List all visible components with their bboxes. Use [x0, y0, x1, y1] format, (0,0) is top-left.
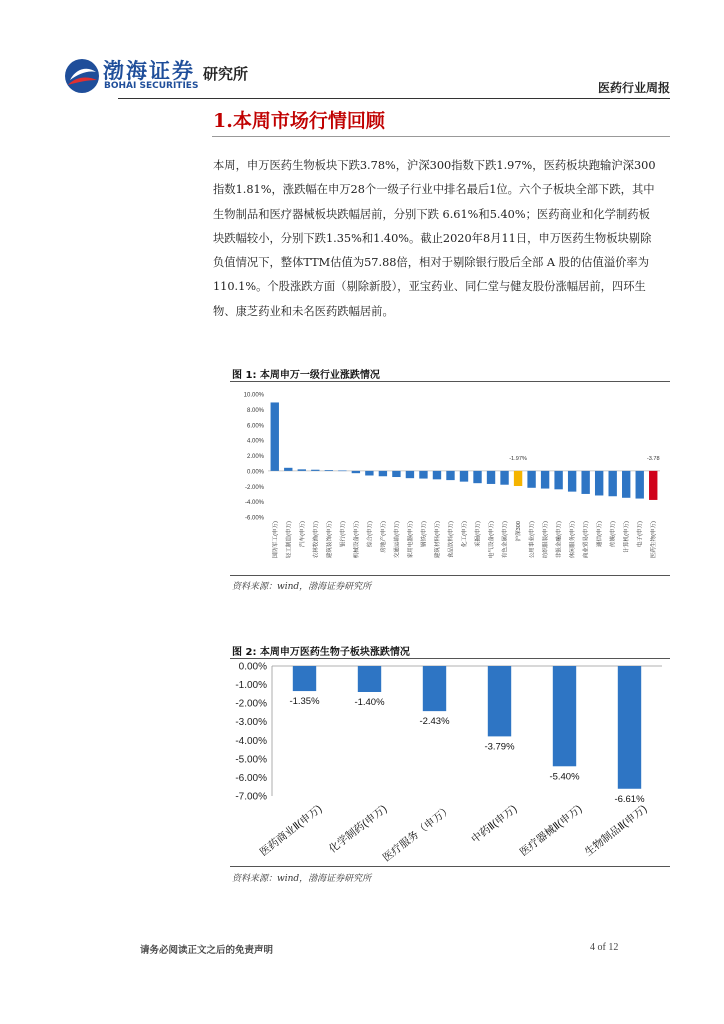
- chart1-bar: [473, 471, 481, 483]
- chart1-bar: [392, 471, 400, 477]
- bohai-logo-icon: [64, 58, 100, 94]
- chart2-data-label: -6.61%: [614, 793, 645, 805]
- chart1-category-label: 电气设备(申万): [489, 521, 496, 559]
- chart2-data-label: -1.40%: [354, 697, 385, 708]
- chart1-bar: [406, 471, 414, 478]
- chart1-bar: [554, 471, 562, 489]
- chart1-category-label: 机械设备(申万): [353, 521, 360, 559]
- chart1-ytick-label: -4.00%: [244, 500, 264, 507]
- header-divider: [118, 98, 670, 99]
- chart1-ytick-label: 0.00%: [246, 469, 264, 476]
- chart1-bar: [419, 471, 427, 479]
- chart1-bar: [325, 470, 333, 471]
- chart2-category-label: 医疗服务（申万）: [380, 802, 455, 865]
- chart1-category-label: 休闲服务(申万): [570, 521, 577, 559]
- chart1-category-label: 有色金属(申万): [502, 521, 509, 559]
- chart2-category-label: 医疗器械Ⅱ(申万): [517, 802, 585, 859]
- chart2-ytick-label: 0.00%: [238, 661, 267, 673]
- chart2-ytick-label: -2.00%: [235, 698, 267, 710]
- chart2-ytick-label: -7.00%: [235, 791, 267, 803]
- chart1-category-label: 银行(申万): [340, 521, 347, 548]
- chart1-ytick-label: -2.00%: [244, 484, 264, 491]
- chart1-bar: [568, 471, 576, 492]
- figure1-source: 资料来源：wind，渤海证券研究所: [232, 582, 372, 592]
- chart1-bar: [433, 471, 441, 479]
- chart2-category-label: 医药商业Ⅱ(申万): [257, 802, 325, 859]
- chart1-category-label: 医药生物(申万): [651, 521, 658, 559]
- chart1-bar: [379, 471, 387, 476]
- chart1-bar: [311, 470, 319, 471]
- figure1-top-rule: [230, 381, 670, 382]
- chart1-ytick-label: 4.00%: [246, 438, 264, 445]
- chart1-category-label: 传媒(申万): [610, 521, 617, 548]
- chart1-category-label: 通信(申万): [597, 521, 604, 548]
- chart2-category-label: 生物制品Ⅱ(申万): [582, 802, 650, 859]
- chart1-category-label: 农林牧渔(申万): [313, 521, 320, 559]
- chart1-bar: [271, 402, 279, 470]
- chart1-bar: [460, 471, 468, 482]
- chart1-category-label: 钢铁(申万): [421, 521, 428, 548]
- chart1-category-label: 家用电器(申万): [407, 521, 414, 559]
- section-divider: [212, 136, 670, 137]
- figure2-chart: [230, 660, 670, 865]
- chart2-category-label: 化学制药(申万): [326, 802, 390, 856]
- chart1-bar: [352, 471, 360, 473]
- chart1-ytick-label: -6.00%: [244, 515, 264, 522]
- chart1-bar: [514, 471, 522, 486]
- chart1-bar: [527, 471, 535, 488]
- chart1-bar: [365, 471, 373, 476]
- brand-name-cn: 渤海证券: [103, 58, 195, 83]
- brand-name-en: BOHAI SECURITIES: [104, 81, 199, 91]
- chart2-bar: [488, 666, 511, 736]
- figure2-bottom-rule: [230, 866, 670, 867]
- chart1-bar: [649, 471, 657, 500]
- figure2-source: 资料来源：wind，渤海证券研究所: [232, 874, 372, 884]
- chart1-bar: [338, 470, 346, 471]
- chart1-ytick-label: 2.00%: [246, 454, 264, 460]
- chart1-data-label: -1.97%: [509, 455, 527, 462]
- report-type: 医药行业周报: [597, 81, 670, 95]
- chart2-category-label: 中药Ⅱ(申万): [469, 802, 520, 846]
- chart2-data-label: -5.40%: [549, 771, 580, 783]
- chart1-ytick-label: 8.00%: [246, 407, 264, 414]
- figure1-caption: 图 1: 本周申万一级行业涨跌情况: [232, 370, 380, 381]
- chart2-ytick-label: -5.00%: [235, 754, 267, 766]
- chart1-category-label: 建筑材料(申万): [434, 521, 441, 559]
- chart1-category-label: 计算机(申万): [624, 521, 631, 553]
- chart2-data-label: -2.43%: [419, 716, 450, 728]
- chart2-data-label: -3.79%: [484, 741, 515, 753]
- chart2-ytick-label: -4.00%: [235, 735, 267, 747]
- chart1-bar: [487, 471, 495, 484]
- chart1-bar: [608, 471, 616, 496]
- figure1-bottom-rule: [230, 575, 670, 576]
- section-title: 1.本周市场行情回顾: [213, 110, 385, 132]
- chart1-category-label: 轻工制造(申万): [286, 521, 293, 559]
- chart1-bar: [446, 471, 454, 480]
- chart1-category-label: 非银金融(申万): [556, 521, 563, 559]
- chart1-category-label: 建筑装饰(申万): [326, 521, 333, 559]
- chart1-bar: [284, 468, 292, 471]
- chart1-bar: [595, 471, 603, 496]
- chart1-ytick-label: 10.00%: [243, 392, 264, 399]
- chart1-category-label: 电子(申万): [637, 521, 644, 548]
- figure2-top-rule: [230, 658, 670, 659]
- chart1-category-label: 食品饮料(申万): [448, 521, 455, 559]
- chart1-category-label: 采掘(申万): [475, 521, 482, 548]
- chart1-bar: [500, 471, 508, 485]
- chart1-category-label: 房地产(申万): [380, 521, 387, 553]
- page-number: 4 of 12: [590, 942, 619, 953]
- figure1-chart: [230, 384, 670, 574]
- chart1-bar: [636, 471, 644, 499]
- chart1-category-label: 交通运输(申万): [394, 521, 401, 559]
- footer-disclaimer: 请务必阅读正文之后的免责声明: [140, 945, 274, 956]
- chart1-category-label: 国防军工(申万): [272, 521, 279, 559]
- chart1-category-label: 综合(申万): [367, 521, 374, 548]
- chart1-category-label: 商业贸易(申万): [583, 521, 590, 559]
- body-paragraph: 本周，申万医药生物板块下跌3.78%，沪深300指数下跌1.97%，医药板块跑输沪深300指数1.81%，涨跌幅在申万28个一级子行业中排名最后1位。六个子板块全部下跌，其中生物制品和医疗器械板块跌幅居前，分别下跌 6.61%和5.40%；医药商业和化学制药板块跌幅较小，分别下跌1.35%和1.40%。截止2020年8月11日，申万医药生物板块剔除负值情况下，整体TTM估值为57.88倍，相对于剔除银行股后全部 A 股的估值溢价率为 110.1%。个股涨跌方面（剔除新股），亚宝药业、同仁堂与健友股份涨幅居前，四环生物、康芝药业和未名医药跌幅居前。: [213, 159, 656, 318]
- chart1-bar: [581, 471, 589, 494]
- chart1-category-label: 沪深300: [516, 521, 523, 542]
- chart1-category-label: 汽车(申万): [299, 521, 306, 548]
- chart2-ytick-label: -3.00%: [235, 717, 267, 729]
- chart2-bar: [553, 666, 576, 766]
- chart1-category-label: 公用事业(申万): [529, 521, 536, 559]
- chart1-ytick-label: 6.00%: [246, 423, 264, 430]
- chart2-bar: [423, 666, 446, 711]
- chart2-bar: [293, 666, 316, 691]
- figure2-caption: 图 2: 本周申万医药生物子板块涨跌情况: [232, 647, 410, 658]
- chart2-ytick-label: -1.00%: [235, 680, 267, 692]
- chart2-bar: [618, 666, 641, 789]
- chart1-bar: [622, 471, 630, 498]
- chart1-data-label: -3.78: [646, 455, 660, 462]
- chart2-bar: [358, 666, 381, 692]
- chart1-bar: [541, 471, 549, 489]
- brand-department: 研究所: [203, 65, 249, 83]
- chart1-category-label: 纺织服装(申万): [543, 521, 550, 559]
- chart2-ytick-label: -6.00%: [235, 772, 267, 784]
- chart1-category-label: 化工(申万): [462, 521, 468, 548]
- chart1-bar: [298, 469, 306, 471]
- chart2-data-label: -1.35%: [289, 696, 320, 708]
